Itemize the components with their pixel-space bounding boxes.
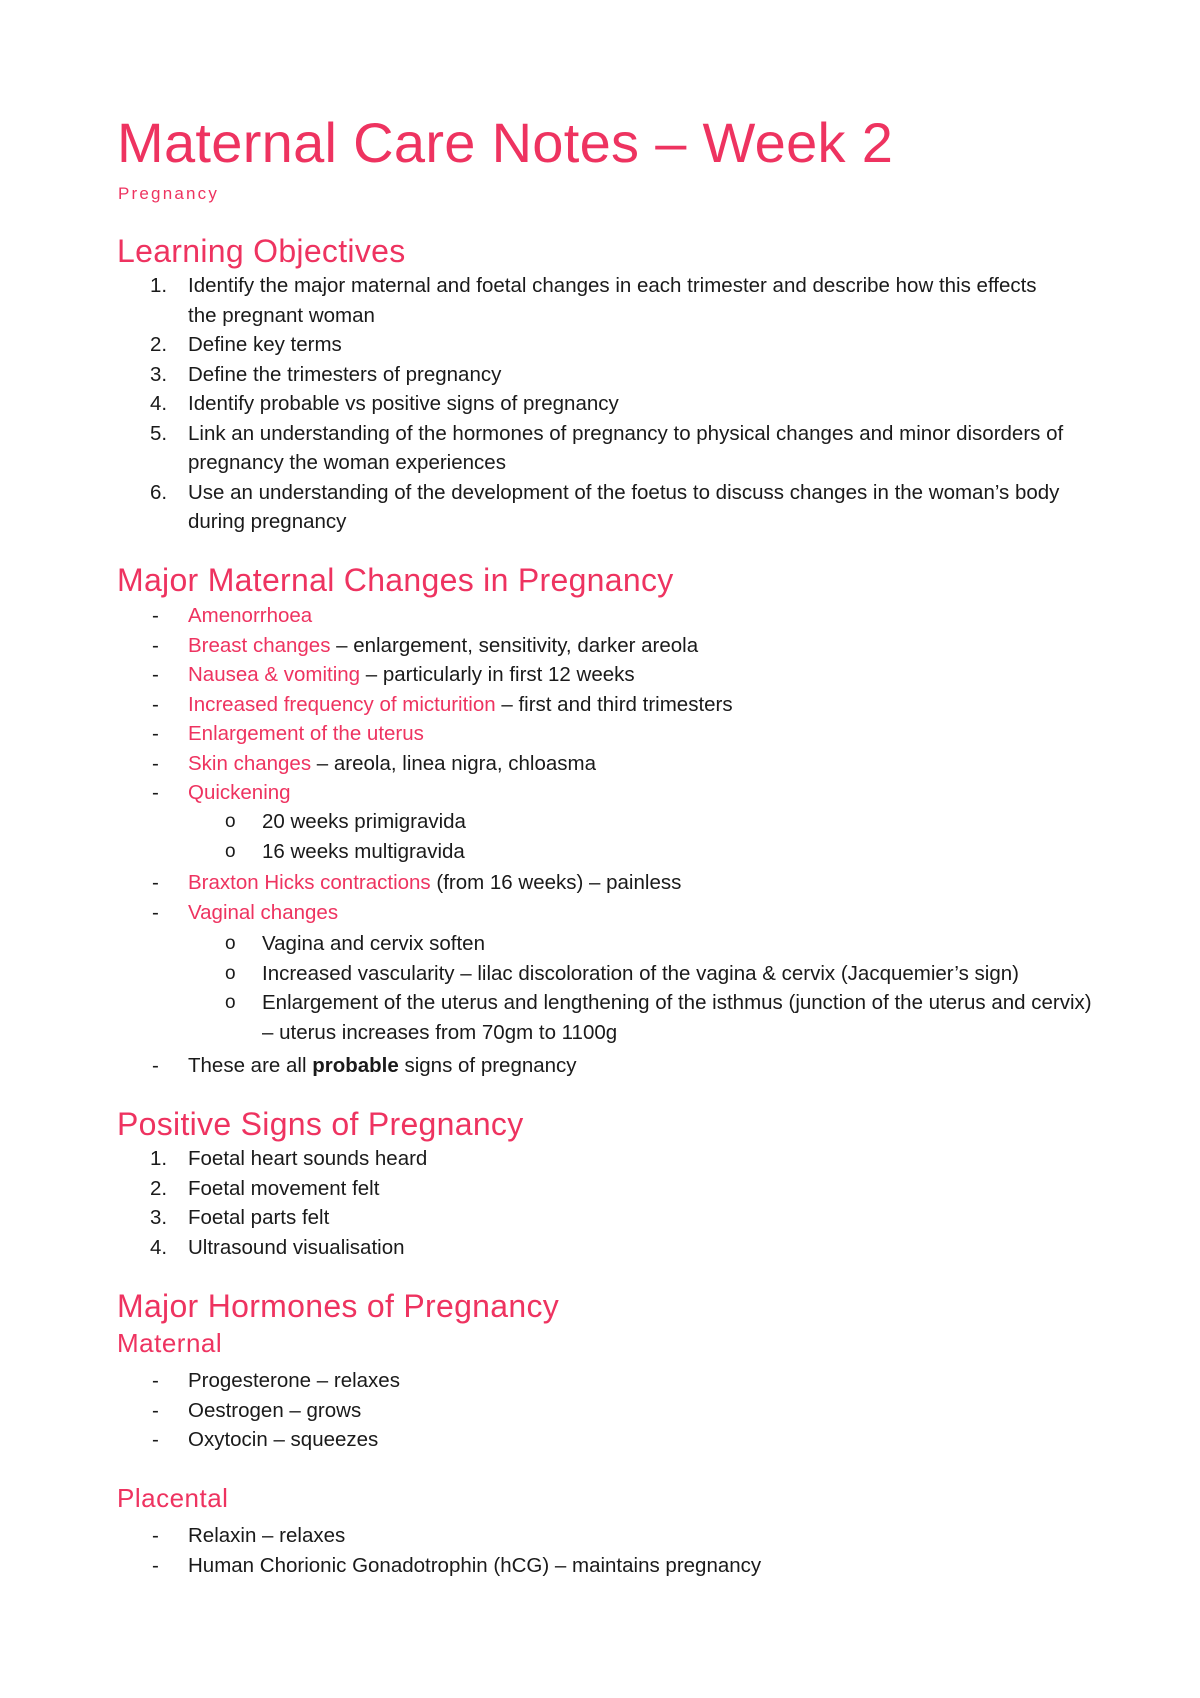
list-marker: 2. (150, 1176, 168, 1200)
bullet-dash: - (152, 751, 159, 775)
note-emphasis: probable (312, 1054, 399, 1077)
maternal-changes-list (0, 601, 1100, 808)
list-item (0, 660, 1100, 690)
bullet-dash: - (152, 1369, 159, 1392)
list-item-text: Foetal parts felt (188, 1206, 330, 1229)
positive-signs-list (0, 1144, 1100, 1262)
list-item (0, 1051, 1100, 1081)
term: Enlargement of the uterus (188, 722, 424, 745)
learning-objectives-list (0, 271, 1100, 537)
list-marker: 4. (150, 1235, 168, 1259)
sub-list-item (0, 807, 1100, 837)
list-item-text: Link an understanding of the hormones of pregnancy to physical changes and minor disorders of pregnancy the woman experiences (188, 421, 1064, 474)
page-title: Maternal Care Notes – Week 2 (117, 111, 894, 174)
bullet-dash: - (152, 1553, 159, 1577)
list-item (0, 419, 1068, 478)
bullet-dash: - (152, 781, 159, 804)
bullet-dash: - (152, 722, 159, 745)
list-item (0, 271, 1068, 330)
sub-bullet: o (225, 962, 236, 984)
positive-signs-heading: Positive Signs of Pregnancy (117, 1106, 524, 1142)
bullet-dash: - (152, 1428, 159, 1451)
sub-bullet: o (225, 840, 236, 862)
vaginal-changes-sublist (0, 929, 1100, 1047)
list-item (0, 1203, 1100, 1233)
list-marker: 5. (150, 421, 168, 445)
sub-bullet: o (225, 933, 236, 954)
bullet-dash: - (152, 604, 159, 627)
hormones-heading: Major Hormones of Pregnancy (117, 1288, 560, 1324)
list-item (0, 898, 1100, 928)
term: Skin changes (188, 751, 312, 775)
list-item (0, 1366, 1100, 1396)
list-item-text: Relaxin – relaxes (188, 1524, 346, 1547)
sub-list-item (0, 837, 1100, 867)
list-item (0, 1233, 1100, 1263)
list-item-text: Progesterone – relaxes (188, 1369, 400, 1392)
list-item-text: Oxytocin – squeezes (188, 1428, 379, 1451)
list-item (0, 330, 1100, 360)
list-marker: 1. (150, 274, 168, 297)
maternal-changes-list-cont (0, 868, 1100, 927)
sub-bullet: o (225, 992, 236, 1013)
term-description: – first and third trimesters (495, 692, 733, 716)
term: Vaginal changes (188, 900, 339, 924)
page-subtitle: Pregnancy (118, 184, 220, 203)
learning-objectives-heading: Learning Objectives (117, 233, 406, 269)
list-item (0, 1144, 1100, 1174)
list-item-text: Foetal heart sounds heard (188, 1147, 428, 1170)
sub-item-text: 20 weeks primigravida (262, 810, 466, 833)
maternal-hormones-list (0, 1366, 1100, 1455)
list-item (0, 749, 1100, 779)
placental-hormones-list (0, 1521, 1100, 1580)
list-item-text: Use an understanding of the development of the foetus to discuss changes in the woman’s body during pregnancy (188, 480, 1060, 533)
list-item (0, 601, 1100, 631)
list-item (0, 1521, 1100, 1551)
sub-list-item (0, 929, 1100, 959)
placental-subheading: Placental (117, 1483, 229, 1513)
list-marker: 3. (150, 1206, 168, 1229)
list-marker: 2. (150, 333, 168, 356)
list-item (0, 868, 1100, 898)
list-marker: 4. (150, 392, 168, 415)
bullet-dash: - (152, 1524, 159, 1547)
maternal-subheading: Maternal (117, 1328, 223, 1358)
list-item-text: Human Chorionic Gonadotrophin (hCG) – maintains pregnancy (188, 1553, 762, 1577)
sub-list-item (0, 959, 1100, 989)
bullet-dash: - (152, 1054, 159, 1077)
list-item (0, 719, 1100, 749)
list-item (0, 360, 1100, 390)
list-item (0, 1174, 1100, 1204)
sub-item-text: Enlargement of the uterus and lengthening of the isthmus (junction of the uterus and cervix) – uterus increases from 70gm to 1100g (262, 991, 1092, 1044)
bullet-dash: - (152, 663, 159, 686)
bullet-dash: - (152, 900, 159, 924)
term: Increased frequency of micturition (188, 692, 496, 716)
note-text: signs of pregnancy (398, 1054, 577, 1077)
list-item-text: Identify probable vs positive signs of pregnancy (188, 392, 619, 415)
list-item-text: Oestrogen – grows (188, 1398, 362, 1422)
list-marker: 1. (150, 1147, 168, 1170)
list-item (0, 778, 1100, 808)
term-description: (from 16 weeks) – painless (430, 871, 682, 894)
list-item-text: Define the trimesters of pregnancy (188, 362, 502, 386)
list-item (0, 1551, 1100, 1581)
list-item (0, 389, 1100, 419)
term: Braxton Hicks contractions (188, 871, 431, 894)
term: Nausea & vomiting (188, 663, 361, 686)
bullet-dash: - (152, 871, 159, 894)
sub-item-text: 16 weeks multigravida (262, 839, 465, 863)
term: Quickening (188, 781, 291, 804)
sub-list-item (0, 988, 1102, 1047)
list-item-text: Define key terms (188, 333, 342, 356)
term-description: – areola, linea nigra, chloasma (311, 751, 596, 775)
term: Amenorrhoea (188, 604, 313, 627)
note-text: These are all (188, 1054, 313, 1077)
bullet-dash: - (152, 1398, 159, 1422)
list-item (0, 1425, 1100, 1455)
sub-item-text: Vagina and cervix soften (262, 932, 485, 955)
quickening-sublist (0, 807, 1100, 866)
bullet-dash: - (152, 633, 159, 657)
sub-bullet: o (225, 811, 236, 832)
list-item (0, 631, 1100, 661)
sub-item-text: Increased vascularity – lilac discoloration of the vagina & cervix (Jacquemier’s sign) (262, 961, 1019, 985)
list-item-text: Identify the major maternal and foetal changes in each trimester and describe how this effects the pregnant woman (188, 274, 1037, 327)
bullet-dash: - (152, 692, 159, 716)
term: Breast changes (188, 633, 331, 657)
probable-note-list (0, 1051, 1100, 1081)
list-item-text: Foetal movement felt (188, 1176, 380, 1200)
list-item (0, 478, 1068, 537)
list-item (0, 690, 1100, 720)
term-description: – enlargement, sensitivity, darker areola (330, 633, 699, 657)
list-item-text: Ultrasound visualisation (188, 1235, 405, 1259)
list-marker: 6. (150, 480, 168, 504)
list-marker: 3. (150, 362, 168, 386)
term-description: – particularly in first 12 weeks (360, 663, 635, 686)
list-item (0, 1396, 1100, 1426)
maternal-changes-heading: Major Maternal Changes in Pregnancy (117, 562, 674, 598)
